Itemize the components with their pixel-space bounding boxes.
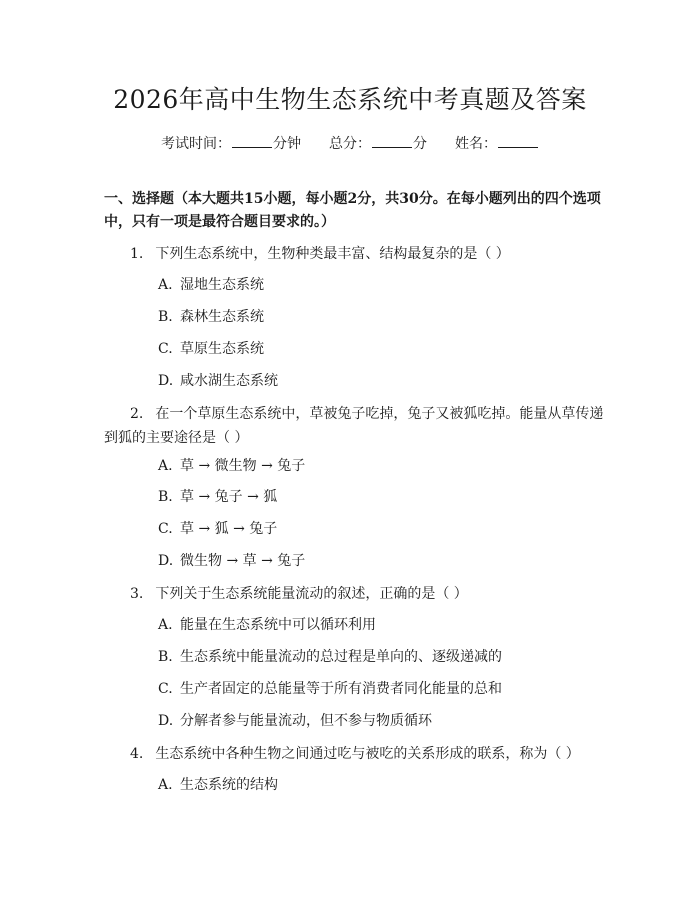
option-text: 生产者固定的总能量等于所有消费者同化能量的总和	[180, 681, 502, 697]
option-text: 生态系统的结构	[180, 777, 278, 793]
option-3b: B. 生态系统中能量流动的总过程是单向的、逐级递减的	[158, 649, 502, 665]
time-label: 考试时间：	[161, 136, 231, 152]
name-label: 姓名：	[455, 136, 497, 152]
question-3	[104, 582, 609, 606]
name-field	[455, 133, 539, 153]
option-text: 分解者参与能量流动，但不参与物质循环	[180, 713, 432, 729]
option-text: 草 → 微生物 → 兔子	[180, 458, 306, 474]
question-text: 下列关于生态系统能量流动的叙述，正确的是（ ）	[155, 586, 468, 602]
section-heading: 一、选择题（本大题共15小题，每小题2分，共30分。在每小题列出的四个选项中，只有一项是最符合题目要求的。）	[104, 191, 601, 230]
option-2d: D. 微生物 → 草 → 兔子	[158, 553, 306, 569]
page-title: 2026年高中生物生态系统中考真题及答案	[113, 85, 587, 114]
score-blank	[372, 135, 412, 148]
score-label: 总分：	[329, 136, 371, 152]
question-number: 4.	[130, 746, 144, 762]
option-text: 微生物 → 草 → 兔子	[180, 553, 306, 569]
question-text: 下列生态系统中，生物种类最丰富、结构最复杂的是（ ）	[155, 246, 510, 262]
option-text: 草原生态系统	[180, 341, 264, 357]
exam-info-line	[0, 133, 700, 153]
score-field	[329, 133, 427, 153]
question-number: 1.	[130, 246, 144, 262]
option-1a: A. 湿地生态系统	[158, 277, 264, 293]
time-blank	[232, 135, 272, 148]
question-4	[104, 742, 609, 766]
question-1	[104, 242, 609, 266]
option-3a: A. 能量在生态系统中可以循环利用	[158, 617, 376, 633]
option-2a: A. 草 → 微生物 → 兔子	[158, 458, 306, 474]
option-text: 能量在生态系统中可以循环利用	[180, 617, 376, 633]
option-text: 草 → 狐 → 兔子	[180, 521, 278, 537]
option-2c: C. 草 → 狐 → 兔子	[158, 521, 278, 537]
question-2	[104, 402, 609, 450]
option-4a: A. 生态系统的结构	[158, 777, 278, 793]
question-number: 3.	[130, 586, 144, 602]
option-1b: B. 森林生态系统	[158, 309, 264, 325]
option-1d: D. 咸水湖生态系统	[158, 373, 278, 389]
time-field	[161, 133, 301, 153]
option-text: 湿地生态系统	[180, 277, 264, 293]
option-3d: D. 分解者参与能量流动，但不参与物质循环	[158, 713, 432, 729]
option-2b: B. 草 → 兔子 → 狐	[158, 489, 278, 505]
option-1c: C. 草原生态系统	[158, 341, 264, 357]
question-text: 在一个草原生态系统中，草被兔子吃掉，兔子又被狐吃掉。能量从草传递到狐的主要途径是（ ）	[104, 406, 604, 446]
question-number: 2.	[130, 406, 144, 422]
question-text: 生态系统中各种生物之间通过吃与被吃的关系形成的联系，称为（ ）	[155, 746, 580, 762]
time-unit: 分钟	[273, 136, 301, 152]
option-text: 咸水湖生态系统	[180, 373, 278, 389]
option-text: 草 → 兔子 → 狐	[180, 489, 278, 505]
name-blank	[498, 135, 538, 148]
option-text: 森林生态系统	[180, 309, 264, 325]
score-unit: 分	[413, 136, 427, 152]
option-text: 生态系统中能量流动的总过程是单向的、逐级递减的	[180, 649, 502, 665]
option-3c: C. 生产者固定的总能量等于所有消费者同化能量的总和	[158, 681, 502, 697]
